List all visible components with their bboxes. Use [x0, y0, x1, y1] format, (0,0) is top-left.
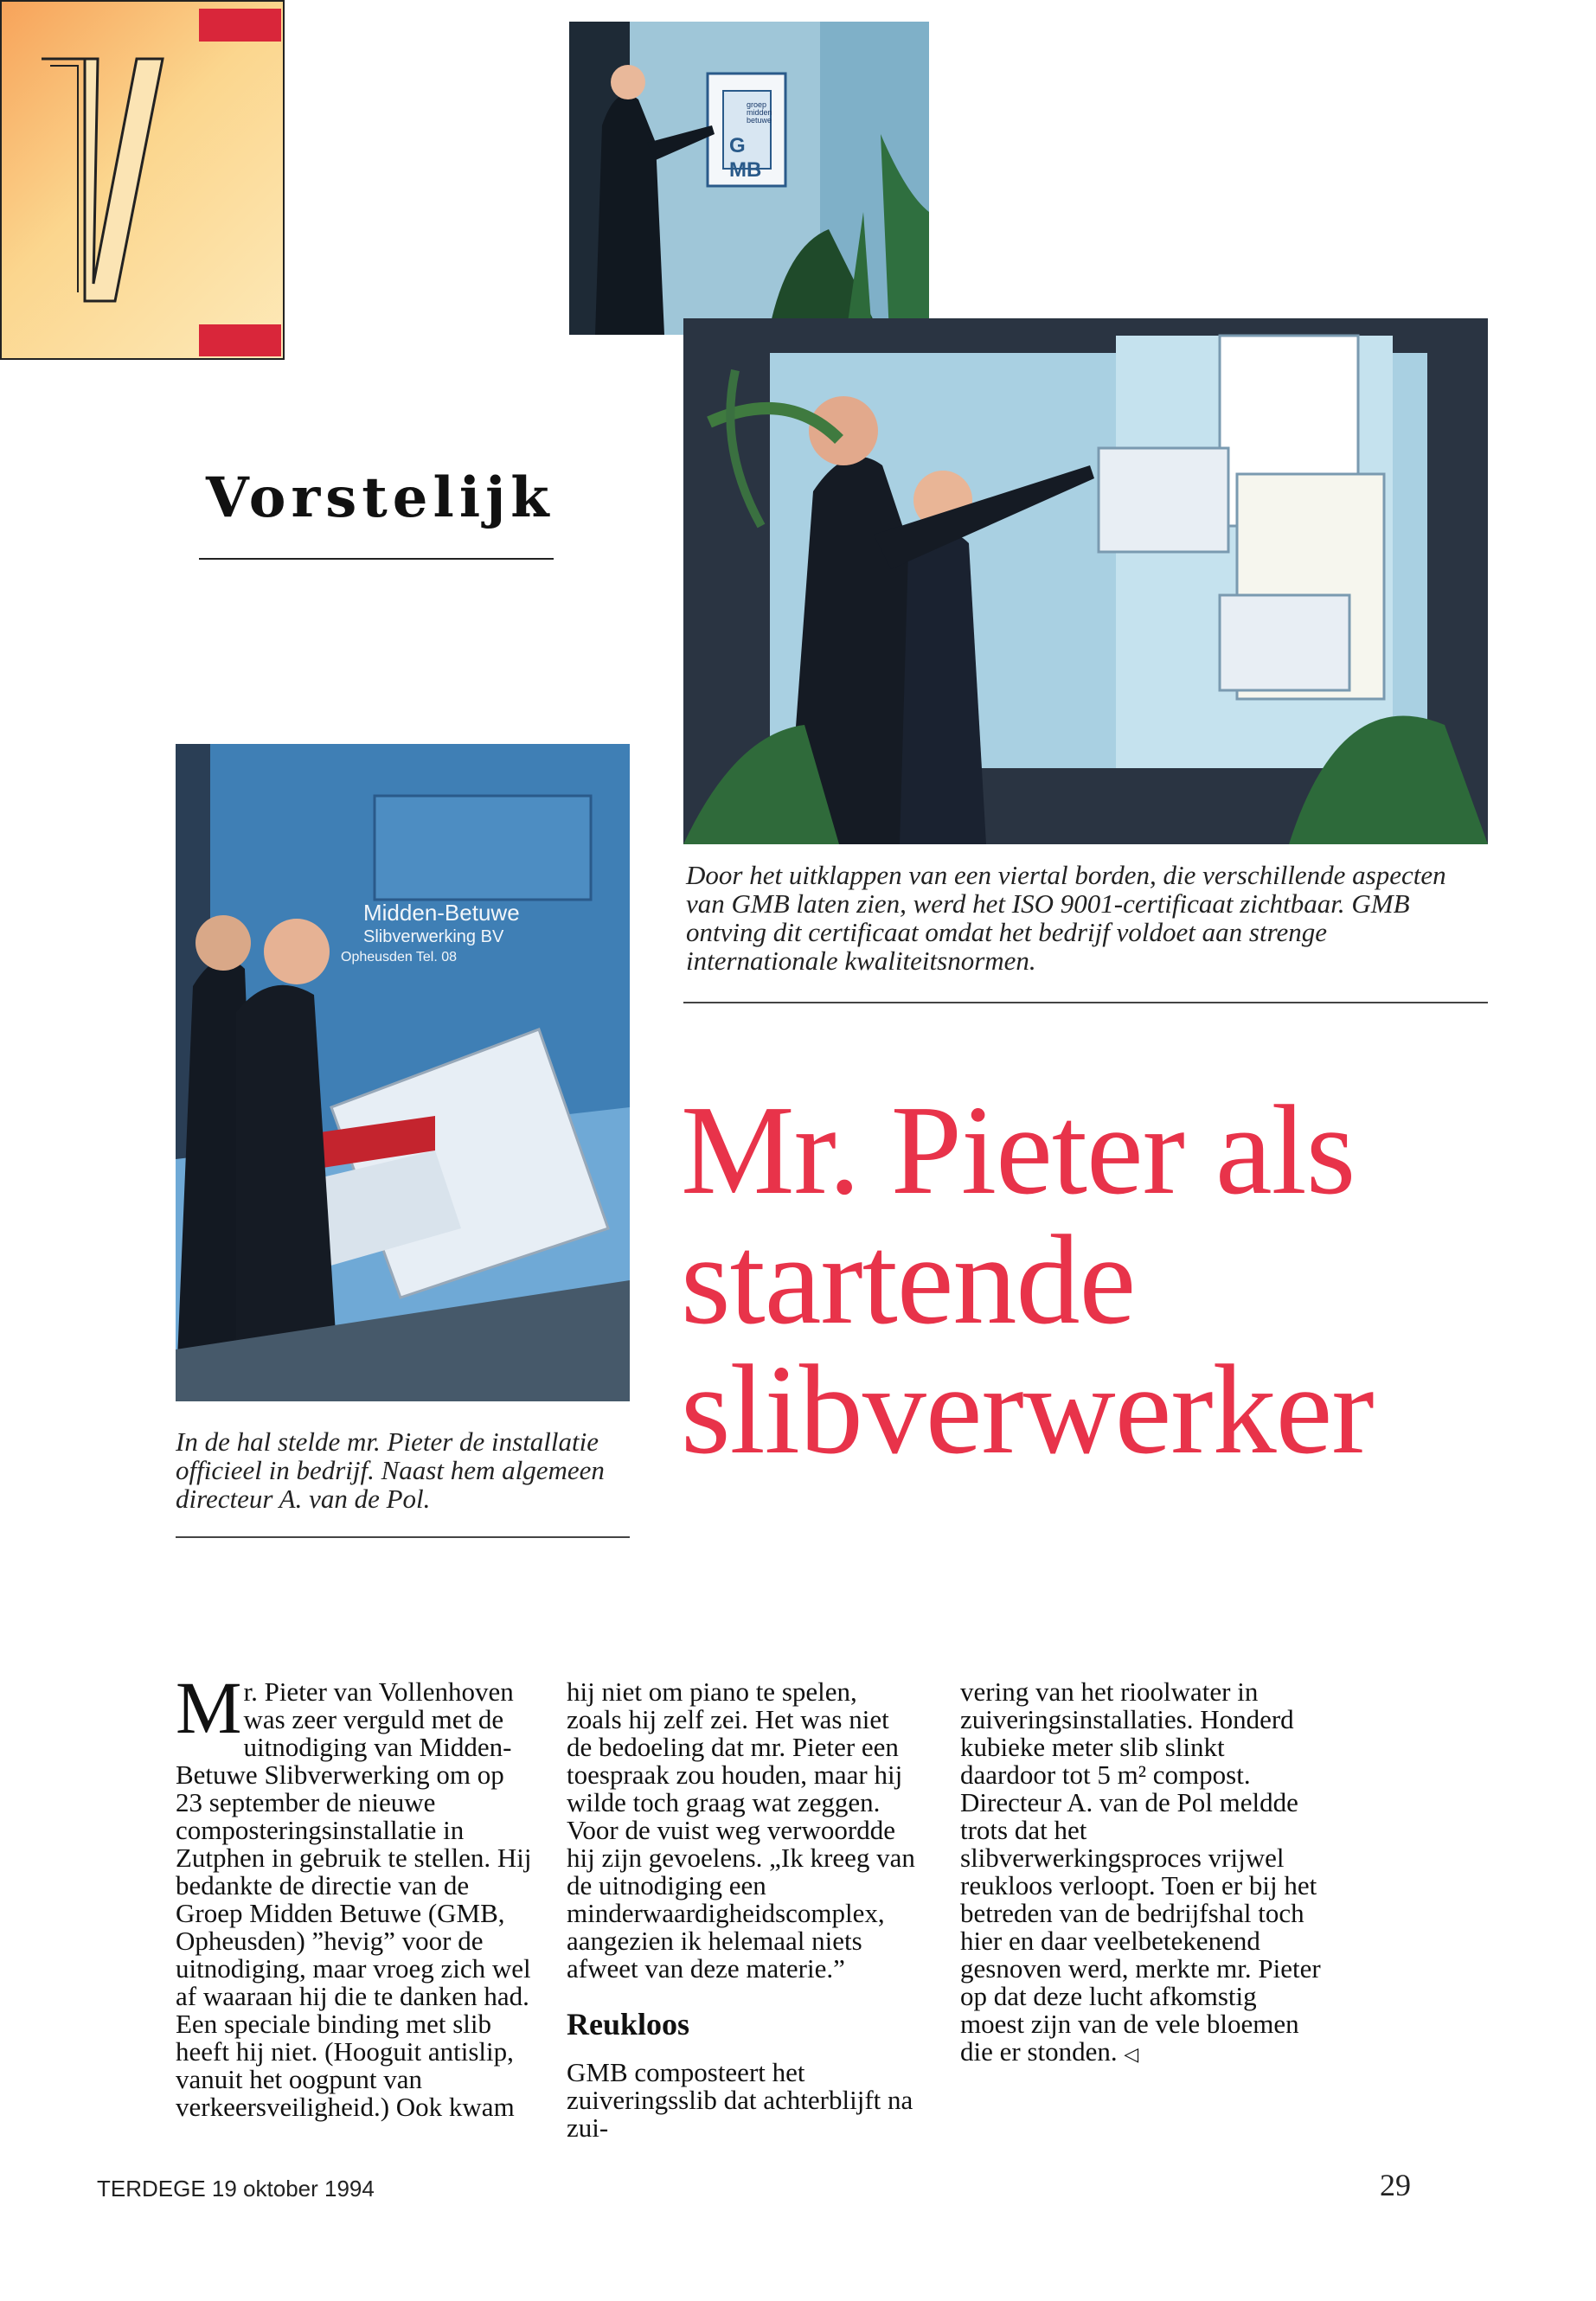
truck-text-line: Slibverwerking BV [363, 927, 504, 946]
truck-logo-block [336, 900, 520, 967]
photo-unveiling-sign [569, 22, 929, 335]
caption-right: Door het uitklappen van een viertal borden, die verschillende aspecten van GMB laten zien, werd het ISO 9001-certificaat zichtbaar. GMB ontving dit certificaat omdat het bedrijf voldoet aan strenge internationale kwaliteitsnormen. [686, 860, 1446, 976]
caption-right-rule [683, 1002, 1488, 1003]
photo-truck-installation [176, 744, 630, 1401]
footer-publication: TERDEGE 19 oktober 1994 [97, 2176, 375, 2202]
article-text: r. Pieter van Vollenhoven was zeer verguld met de uitnodiging van Midden-Betuwe Slibverwerking om op 23 september de nieuwe composteringsinstallatie in Zutphen in gebruik te stellen. Hij bedankte de directie van de Groep Midden Betuwe (GMB, Opheusden) ”hevig” voor de uitnodiging, maar vroeg zich wel af waaraan hij die te danken had. Een speciale binding met slib heeft hij niet. (Hooguit antislip, vanuit het oogpunt van verkeersveiligheid.) Ook kwam [176, 1676, 532, 2122]
section-subhead: Reukloos [567, 2007, 690, 2041]
headline-line: slibverwerker [681, 1339, 1374, 1481]
rubric-big-v-icon [33, 42, 171, 327]
truck-text-line: Opheusden Tel. 08 [341, 950, 458, 965]
end-mark-icon: ◁ [1124, 2044, 1139, 2066]
headline-line: Mr. Pieter als [681, 1080, 1356, 1221]
headline-line: startende [681, 1209, 1136, 1351]
headline [681, 1080, 1546, 1481]
sign-text: groep midden betuwe [747, 100, 772, 125]
drop-cap: M [176, 1666, 242, 1749]
article-column-1 [176, 1666, 535, 2122]
article-column-3 [960, 1678, 1324, 2069]
rubric-red-bar-bottom [199, 324, 281, 356]
sign-logo: G MB [729, 134, 762, 182]
photo-exhibit-boards [683, 318, 1488, 844]
rubric-red-bar-top [199, 9, 281, 42]
article-text: GMB composteert het zuiveringsslib dat achterblijft na zui- [567, 2057, 913, 2143]
caption-left: In de hal stelde mr. Pieter de installatie officieel in bedrijf. Naast hem algemeen directeur A. van de Pol. [176, 1426, 605, 1514]
article-text: hij niet om piano te spelen, zoals hij zelf zei. Het was niet de bedoeling dat mr. Pieter een toespraak zou houden, maar hij wilde toch graag wat zeggen. Voor de vuist weg verwoordde hij zijn gevoelens. „Ik kreeg van de uitnodiging een minderwaardigheidscomplex, aangezien ik helemaal niets afweet van deze materie.” [567, 1676, 915, 1984]
page-number: 29 [1380, 2168, 1411, 2202]
rubric-word: Vorstelijk [206, 465, 554, 530]
article-text: vering van het rioolwater in zuiveringsinstallaties. Honderd kubieke meter slib slinkt daardoor tot 5 m² compost. Directeur A. van de Pol meldde trots dat het slibverwerkingsproces vrijwel reukloos verloopt. Toen er bij het betreden van de bedrijfshal toch hier en daar veelbetekenend gesnoven werd, merkte mr. Pieter op dat deze lucht afkomstig moest zijn van de vele bloemen die er stonden. [960, 1676, 1321, 2067]
rubric-underline [199, 558, 554, 560]
rubric-box [0, 0, 285, 360]
caption-left-rule [176, 1536, 630, 1538]
article-column-2 [567, 1678, 917, 2142]
truck-text-line: Midden-Betuwe [363, 900, 520, 926]
